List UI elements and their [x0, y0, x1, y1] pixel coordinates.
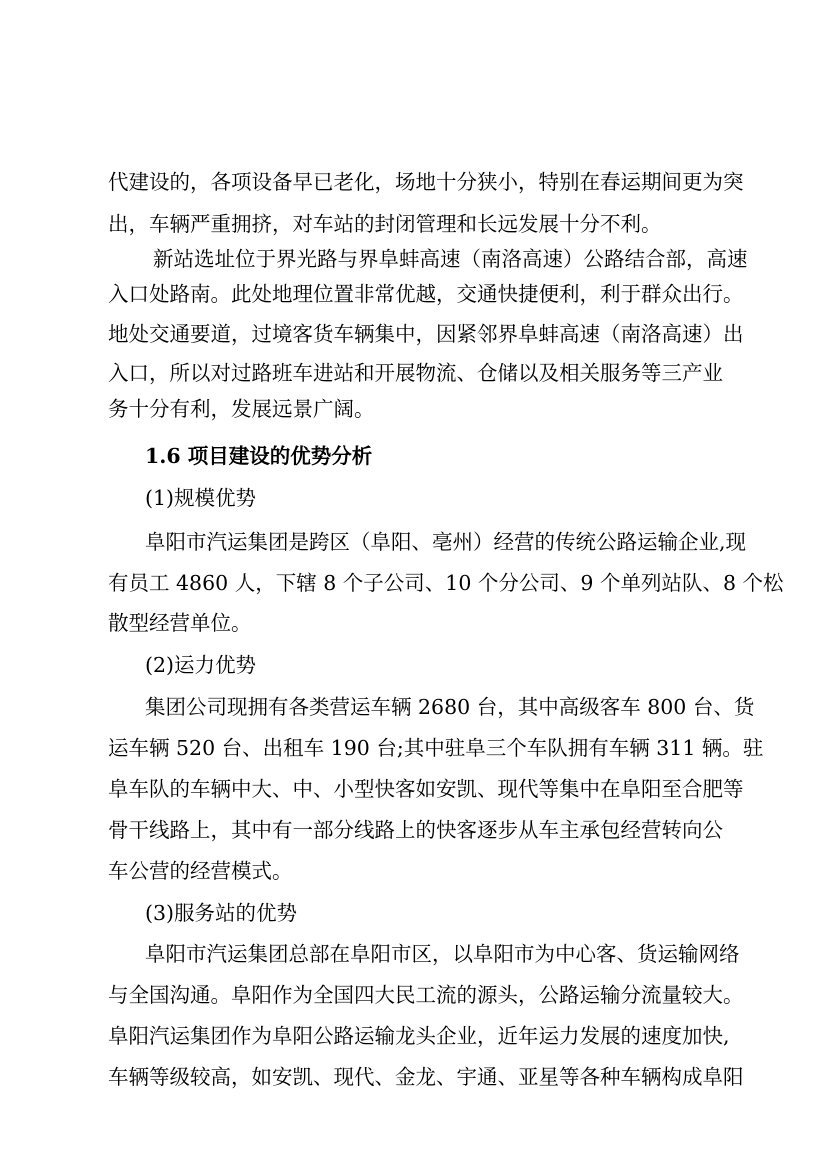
paragraph-line: 阜阳市汽运集团是跨区（阜阳、亳州）经营的传统公路运输企业,现	[145, 529, 747, 554]
paragraph-line: 运车辆 520 台、出租车 190 台;其中驻阜三个车队拥有车辆 311 辆。驻	[108, 735, 764, 760]
paragraph-line: 代建设的，各项设备早已老化，场地十分狭小，特别在春运期间更为突	[108, 169, 744, 194]
subsection-heading: (3)服务站的优势	[145, 900, 298, 925]
paragraph-line: 散型经营单位。	[108, 610, 252, 635]
subsection-heading: (1)规模优势	[145, 485, 257, 510]
paragraph-line: 阜车队的车辆中大、中、小型快客如安凯、现代等集中在阜阳至合肥等	[108, 776, 744, 801]
paragraph-line: 新站选址位于界光路与界阜蚌高速（南洛高速）公路结合部，高速	[153, 246, 748, 271]
section-heading: 1.6 项目建设的优势分析	[145, 443, 373, 468]
paragraph-line: 出，车辆严重拥挤，对车站的封闭管理和长远发展十分不利。	[108, 211, 662, 236]
paragraph-line: 阜阳汽运集团作为阜阳公路运输龙头企业，近年运力发展的速度加快,	[108, 1023, 730, 1048]
paragraph-line: 集团公司现拥有各类营运车辆 2680 台，其中高级客车 800 台、货	[145, 694, 755, 719]
paragraph-line: 入口，所以对过路班车进站和开展物流、仓储以及相关服务等三产业	[108, 360, 723, 385]
paragraph-line: 车公营的经营模式。	[108, 858, 293, 883]
paragraph-line: 地处交通要道，过境客货车辆集中，因紧邻界阜蚌高速（南洛高速）出	[108, 321, 744, 346]
paragraph-line: 与全国沟通。阜阳作为全国四大民工流的源头，公路运输分流量较大。	[108, 982, 744, 1007]
paragraph-line: 有员工 4860 人，下辖 8 个子公司、10 个分公司、9 个单列站队、8 个松	[108, 570, 784, 595]
subsection-heading: (2)运力优势	[145, 652, 257, 677]
paragraph-line: 骨干线路上，其中有一部分线路上的快客逐步从车主承包经营转向公	[108, 817, 723, 842]
paragraph-line: 车辆等级较高，如安凯、现代、金龙、宇通、亚星等各种车辆构成阜阳	[108, 1064, 744, 1089]
paragraph-line: 阜阳市汽运集团总部在阜阳市区，以阜阳市为中心客、货运输网络	[145, 941, 740, 966]
paragraph-line: 入口处路南。此处地理位置非常优越，交通快捷便利，利于群众出行。	[108, 281, 744, 306]
paragraph-line: 务十分有利，发展远景广阔。	[108, 396, 375, 421]
